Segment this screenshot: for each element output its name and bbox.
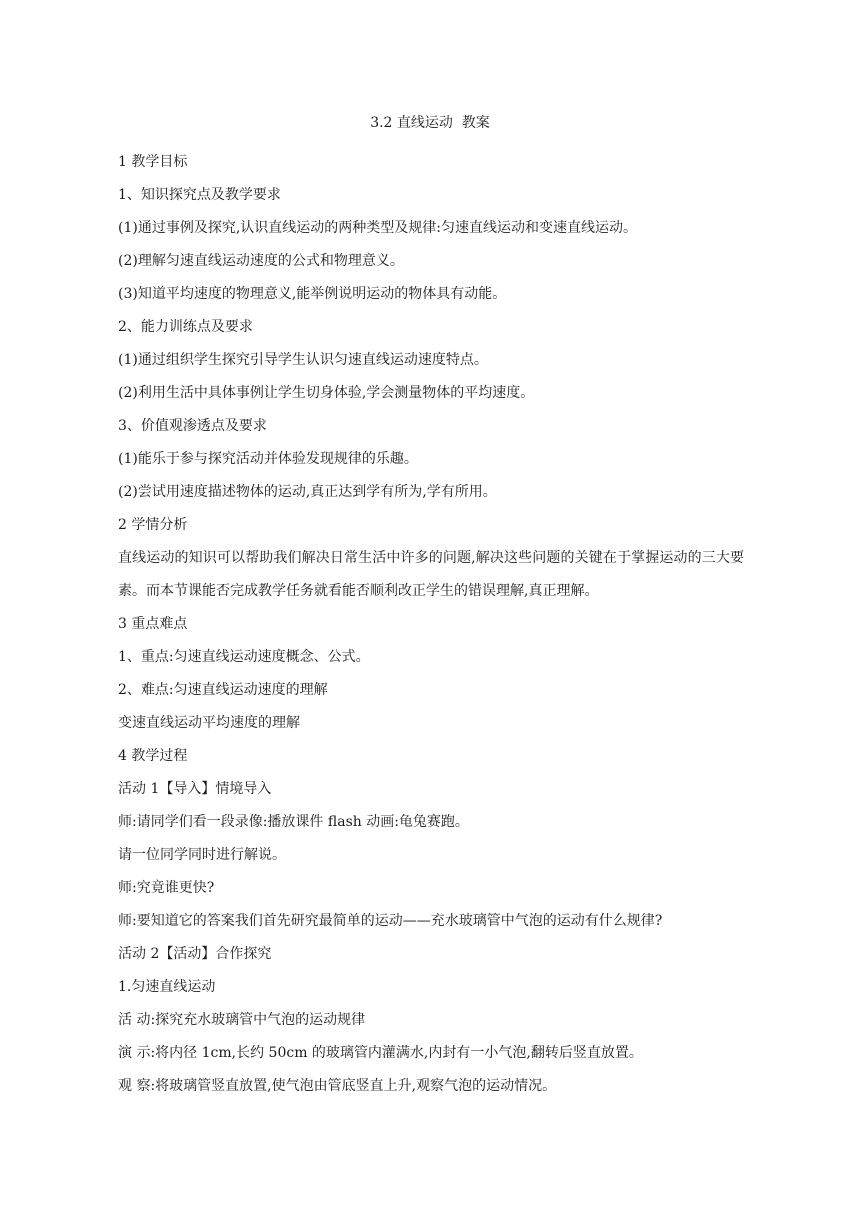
document-body: [118, 146, 744, 1103]
text-line: 1.匀速直线运动: [118, 979, 216, 995]
text-line: 2 学情分析: [118, 517, 188, 533]
text-line: 活动 2【活动】合作探究: [118, 946, 272, 962]
text-line: 师:要知道它的答案我们首先研究最简单的运动——充水玻璃管中气泡的运动有什么规律?: [118, 913, 663, 929]
text-line: 师:请同学们看一段录像:播放课件 flash 动画:龟兔赛跑。: [118, 814, 469, 830]
text-line: 2、能力训练点及要求: [118, 319, 253, 335]
text-line: 4 教学过程: [118, 748, 188, 764]
text-line: (2)理解匀速直线运动速度的公式和物理意义。: [118, 253, 404, 269]
text-line: 请一位同学同时进行解说。: [118, 847, 286, 863]
text-line: 1、知识探究点及教学要求: [118, 187, 281, 203]
text-line: 演 示:将内径 1cm,长约 50cm 的玻璃管内灌满水,内封有一小气泡,翻转后竖直放置。: [118, 1045, 643, 1061]
text-line: 观 察:将玻璃管竖直放置,使气泡由管底竖直上升,观察气泡的运动情况。: [118, 1078, 557, 1094]
document-title: 3.2 直线运动 教案: [370, 115, 490, 131]
text-line: 3 重点难点: [118, 616, 188, 632]
text-line: (1)能乐于参与探究活动并体验发现规律的乐趣。: [118, 451, 418, 467]
text-line: 活 动:探究充水玻璃管中气泡的运动规律: [118, 1012, 366, 1028]
text-line: 1、重点:匀速直线运动速度概念、公式。: [118, 649, 370, 665]
text-line: 1 教学目标: [118, 154, 188, 170]
text-line: 活动 1【导入】情境导入: [118, 781, 272, 797]
text-line: 变速直线运动平均速度的理解: [118, 715, 300, 731]
text-line: (2)尝试用速度描述物体的运动,真正达到学有所为,学有所用。: [118, 484, 497, 500]
text-line: 2、难点:匀速直线运动速度的理解: [118, 682, 328, 698]
text-line: (2)利用生活中具体事例让学生切身体验,学会测量物体的平均速度。: [118, 385, 535, 401]
text-line: (3)知道平均速度的物理意义,能举例说明运动的物体具有动能。: [118, 286, 507, 302]
text-line: 3、价值观渗透点及要求: [118, 418, 267, 434]
text-line: (1)通过组织学生探究引导学生认识匀速直线运动速度特点。: [118, 352, 488, 368]
text-line: (1)通过事例及探究,认识直线运动的两种类型及规律:匀速直线运动和变速直线运动。: [118, 220, 637, 236]
paragraph: 直线运动的知识可以帮助我们解决日常生活中许多的问题,解决这些问题的关键在于掌握运动的三大要素。而本节课能否完成教学任务就看能否顺利改正学生的错误理解,真正理解。: [118, 550, 744, 599]
text-line: 师:究竟谁更快?: [118, 880, 215, 896]
